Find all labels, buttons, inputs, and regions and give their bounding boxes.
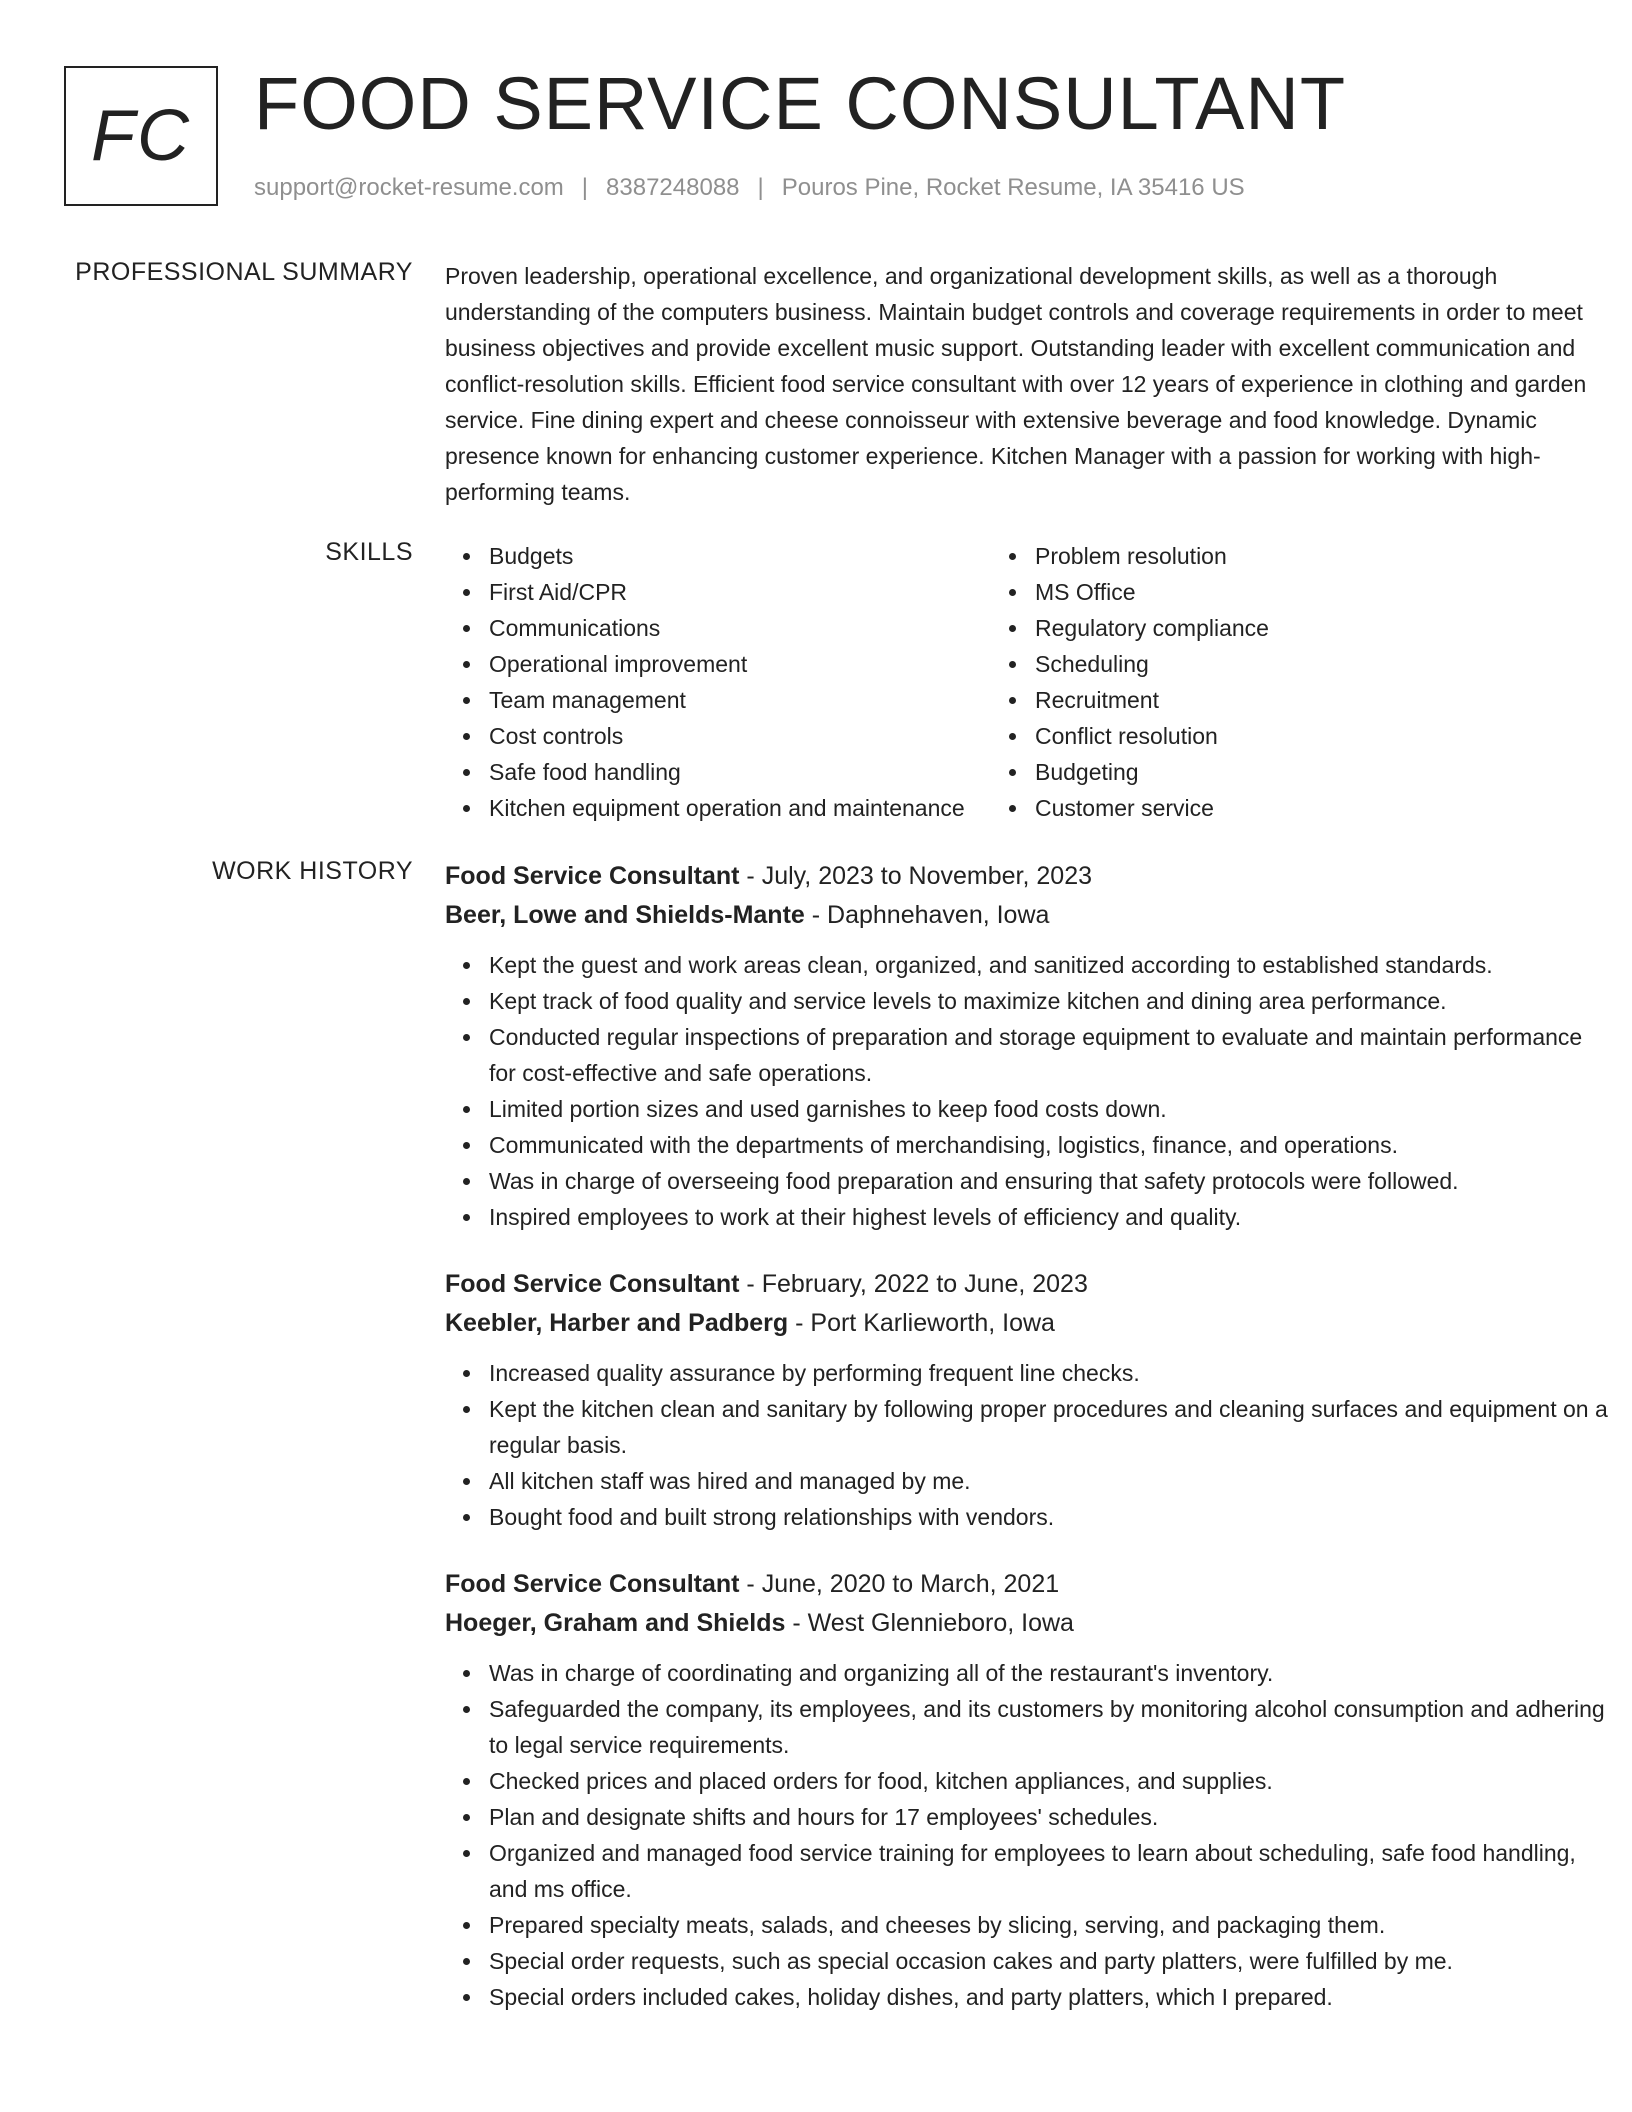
job-company: Keebler, Harber and Padberg (445, 1309, 789, 1337)
work-history-heading: WORK HISTORY (212, 857, 413, 885)
job-bullet: Organized and managed food service training for employees to learn about scheduling, safe food handling, and ms office. (489, 1835, 1615, 1907)
skill-item: Problem resolution (1035, 538, 1535, 574)
job-bullet: Kept track of food quality and service levels to maximize kitchen and dining area performance. (489, 983, 1615, 1019)
job-bullets (445, 947, 1615, 1235)
job-bullet: Special orders included cakes, holiday dishes, and party platters, which I prepared. (489, 1979, 1615, 2015)
job-bullet: Safeguarded the company, its employees, and its customers by monitoring alcohol consumption and adhering to legal service requirements. (489, 1691, 1615, 1763)
job-bullet: Bought food and built strong relationships with vendors. (489, 1499, 1615, 1535)
contact-separator: | (757, 174, 764, 201)
job-bullet: Checked prices and placed orders for food, kitchen appliances, and supplies. (489, 1763, 1615, 1799)
work-history-body (445, 857, 1615, 2045)
skill-item: Scheduling (1035, 646, 1535, 682)
job-title-line (445, 1565, 1615, 1604)
job-title-line (445, 857, 1615, 896)
skill-item: Operational improvement (489, 646, 991, 682)
job-company-line (445, 896, 1615, 935)
job-dates: - July, 2023 to November, 2023 (739, 862, 1092, 890)
contact-phone: 8387248088 (606, 174, 740, 201)
skill-item: Customer service (1035, 790, 1535, 826)
job-bullet: Prepared specialty meats, salads, and cheeses by slicing, serving, and packaging them. (489, 1907, 1615, 1943)
skill-item: Conflict resolution (1035, 718, 1535, 754)
contact-separator: | (581, 174, 589, 201)
job-title: Food Service Consultant (445, 862, 740, 890)
job-company: Beer, Lowe and Shields-Mante (445, 901, 805, 929)
job-location: - Daphnehaven, Iowa (804, 901, 1050, 929)
skills-columns (445, 538, 1615, 826)
contact-line (254, 174, 1245, 202)
job-bullet: All kitchen staff was hired and managed by me. (489, 1463, 1615, 1499)
job-entry (445, 1265, 1615, 1535)
skill-item: Regulatory compliance (1035, 610, 1535, 646)
summary-heading: PROFESSIONAL SUMMARY (75, 258, 413, 286)
job-bullet: Communicated with the departments of merchandising, logistics, finance, and operations. (489, 1127, 1615, 1163)
job-bullet: Limited portion sizes and used garnishes to keep food costs down. (489, 1091, 1615, 1127)
job-dates: - February, 2022 to June, 2023 (739, 1270, 1088, 1298)
skill-item: Safe food handling (489, 754, 991, 790)
skills-column-2 (991, 538, 1535, 826)
job-bullet: Special order requests, such as special occasion cakes and party platters, were fulfilled by me. (489, 1943, 1615, 1979)
job-bullet: Conducted regular inspections of preparation and storage equipment to evaluate and maintain performance for cost-effective and safe operations. (489, 1019, 1615, 1091)
job-location: - Port Karlieworth, Iowa (788, 1309, 1055, 1337)
job-bullet: Kept the guest and work areas clean, organized, and sanitized according to established standards. (489, 947, 1615, 983)
job-company: Hoeger, Graham and Shields (445, 1609, 786, 1637)
job-bullet: Was in charge of coordinating and organizing all of the restaurant's inventory. (489, 1655, 1615, 1691)
contact-email: support@rocket-resume.com (254, 174, 564, 201)
job-company-line (445, 1604, 1615, 1643)
skill-item: Communications (489, 610, 991, 646)
job-bullets (445, 1655, 1615, 2015)
candidate-name: FOOD SERVICE CONSULTANT (254, 62, 1347, 145)
monogram-logo: FC (64, 66, 218, 206)
summary-text: Proven leadership, operational excellence, and organizational development skills, as well as a thorough understanding of the computers business. Maintain budget controls and coverage requirements in order to meet business objectives and provide excellent music support. Outstanding leader with excellent communication and conflict-resolution skills. Efficient food service consultant with over 12 years of experience in clothing and garden service. Fine dining expert and cheese connoisseur with extensive beverage and food knowledge. Dynamic presence known for enhancing customer experience. Kitchen Manager with a passion for working with high-performing teams. (445, 263, 1587, 505)
job-title: Food Service Consultant (445, 1270, 740, 1298)
job-entry (445, 857, 1615, 1235)
job-title-line (445, 1265, 1615, 1304)
job-bullet: Plan and designate shifts and hours for 17 employees' schedules. (489, 1799, 1615, 1835)
resume-header (64, 64, 1584, 224)
job-entry (445, 1565, 1615, 2015)
job-bullets (445, 1355, 1615, 1535)
summary-body (445, 258, 1615, 510)
job-bullet: Kept the kitchen clean and sanitary by following proper procedures and cleaning surfaces and equipment on a regular basis. (489, 1391, 1615, 1463)
skill-item: Kitchen equipment operation and maintenance (489, 790, 991, 826)
skill-item: MS Office (1035, 574, 1535, 610)
skill-item: Budgets (489, 538, 991, 574)
job-title: Food Service Consultant (445, 1570, 740, 1598)
job-location: - West Glennieboro, Iowa (785, 1609, 1074, 1637)
skill-item: Budgeting (1035, 754, 1535, 790)
skill-item: Team management (489, 682, 991, 718)
skill-item: Cost controls (489, 718, 991, 754)
job-company-line (445, 1304, 1615, 1343)
skill-item: First Aid/CPR (489, 574, 991, 610)
skills-body (445, 538, 1615, 826)
skill-item: Recruitment (1035, 682, 1535, 718)
job-bullet: Inspired employees to work at their highest levels of efficiency and quality. (489, 1199, 1615, 1235)
skills-heading: SKILLS (325, 538, 413, 566)
job-dates: - June, 2020 to March, 2021 (739, 1570, 1060, 1598)
job-bullet: Increased quality assurance by performing frequent line checks. (489, 1355, 1615, 1391)
job-bullet: Was in charge of overseeing food preparation and ensuring that safety protocols were followed. (489, 1163, 1615, 1199)
contact-address: Pouros Pine, Rocket Resume, IA 35416 US (781, 174, 1245, 201)
skills-column-1 (445, 538, 991, 826)
